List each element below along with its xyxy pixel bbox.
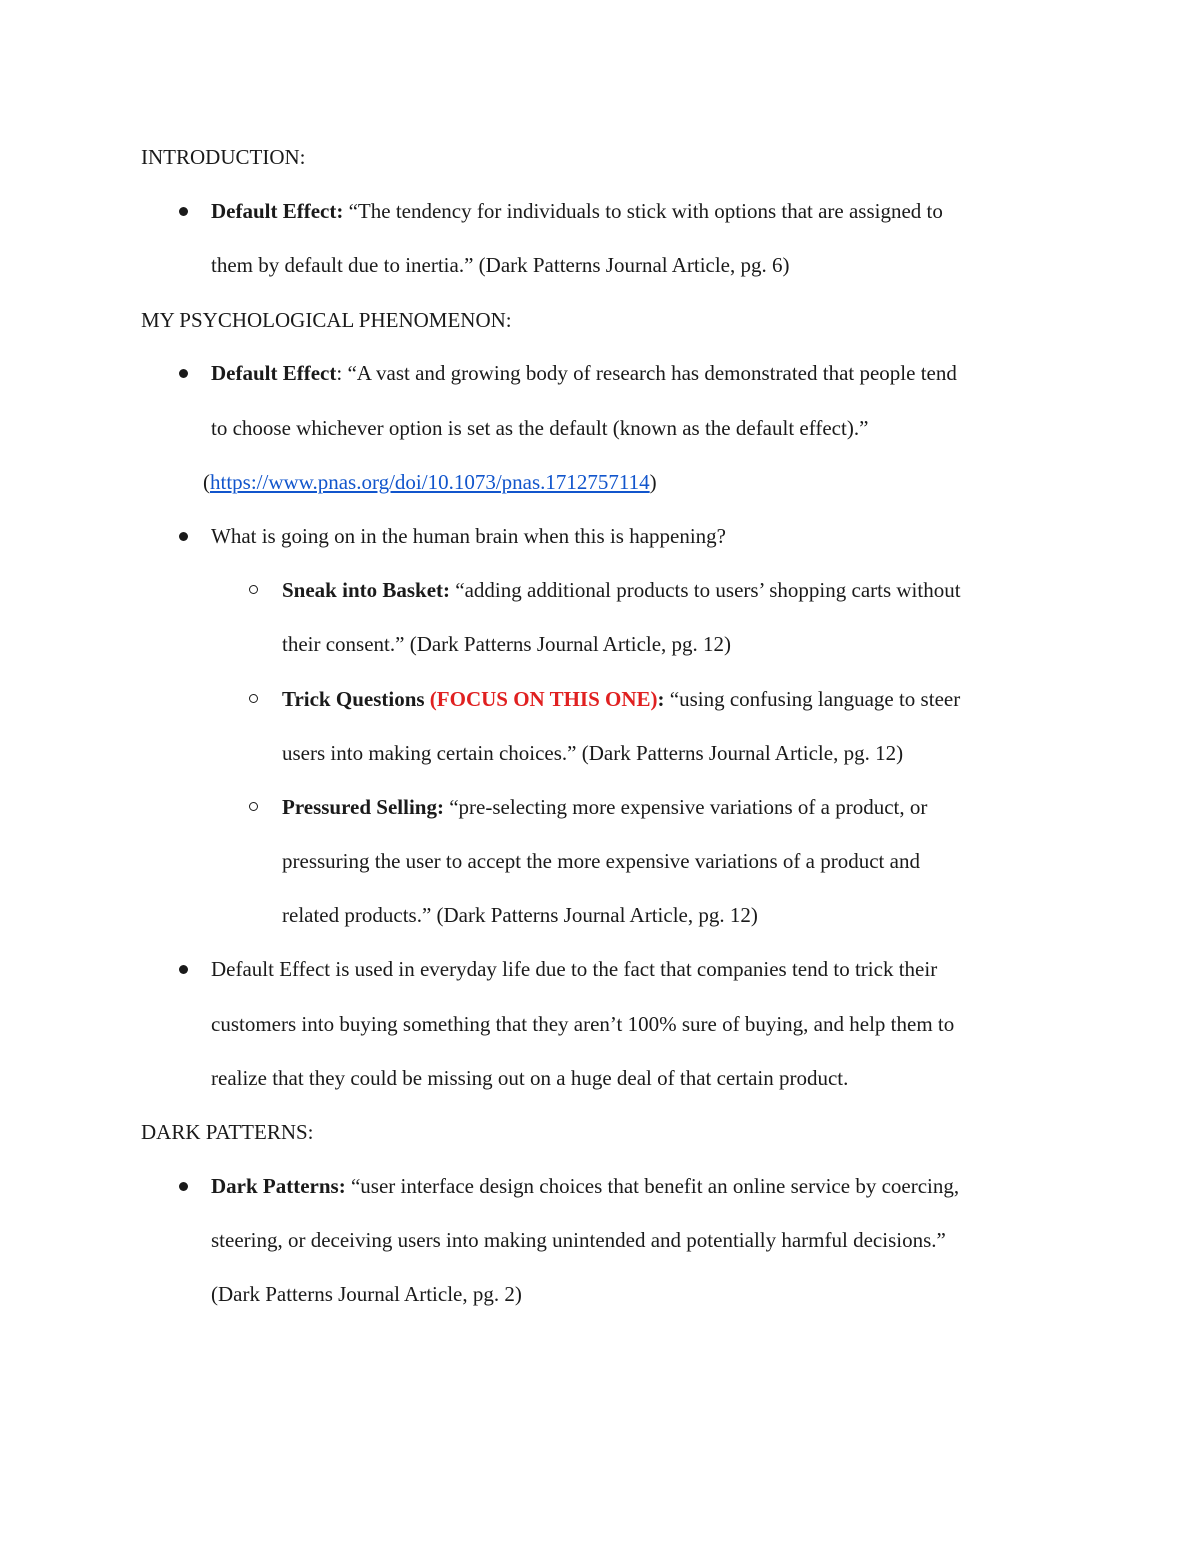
- sub-item-sneak-line-2: their consent.” (Dark Patterns Journal Article, pg. 12): [282, 632, 732, 656]
- paren-close: ): [649, 470, 657, 494]
- bullet-icon: [179, 532, 188, 541]
- dark-item-1-line-2: steering, or deceiving users into making unintended and potentially harmful decisions.”: [211, 1228, 946, 1252]
- focus-note: (FOCUS ON THIS ONE): [424, 687, 658, 711]
- sub-item-sneak-text: “adding additional products to users’ shopping carts without: [450, 578, 961, 602]
- sub-item-sneak-line-1: [282, 577, 961, 603]
- phenomenon-item-3-line-3: realize that they could be missing out on a huge deal of that certain product.: [211, 1066, 849, 1090]
- sub-item-pressured-text: “pre-selecting more expensive variations of a product, or: [443, 795, 928, 819]
- paren-open: (: [203, 470, 210, 494]
- sub-item-trick-text: “using confusing language to steer: [664, 687, 961, 711]
- phenomenon-item-3-line-1: Default Effect is used in everyday life due to the fact that companies tend to trick their: [211, 957, 938, 981]
- circle-bullet-icon: [249, 585, 258, 594]
- section-heading-introduction: INTRODUCTION:: [141, 145, 306, 169]
- phenomenon-item-1-line-1: [211, 360, 957, 386]
- term-sneak-into-basket: Sneak into Basket:: [282, 578, 451, 602]
- circle-bullet-icon: [249, 694, 258, 703]
- circle-bullet-icon: [249, 802, 258, 811]
- pnas-link[interactable]: https://www.pnas.org/doi/10.1073/pnas.1712757114: [210, 470, 650, 494]
- dark-item-1-line-3: (Dark Patterns Journal Article, pg. 2): [211, 1282, 522, 1306]
- dark-item-1-text: “user interface design choices that benefit an online service by coercing,: [345, 1174, 960, 1198]
- term-default-effect: Default Effect: [211, 361, 337, 385]
- bullet-icon: [179, 1182, 188, 1191]
- phenomenon-item-3-line-2: customers into buying something that they aren’t 100% sure of buying, and help them to: [211, 1012, 955, 1036]
- bullet-icon: [179, 965, 188, 974]
- sub-item-pressured-line-2: pressuring the user to accept the more expensive variations of a product and: [282, 849, 920, 873]
- sub-item-trick-line-1: [282, 686, 960, 712]
- bullet-icon: [179, 369, 188, 378]
- section-heading-dark-patterns: DARK PATTERNS:: [141, 1120, 314, 1144]
- phenomenon-item-2: What is going on in the human brain when this is happening?: [211, 524, 726, 548]
- bullet-icon: [179, 207, 188, 216]
- intro-item-1-line-2: them by default due to inertia.” (Dark Patterns Journal Article, pg. 6): [211, 253, 790, 277]
- phenomenon-item-1-citation: [203, 469, 657, 495]
- term-trick-questions: Trick Questions: [282, 687, 425, 711]
- dark-item-1-line-1: [211, 1173, 959, 1199]
- term-pressured-selling: Pressured Selling:: [282, 795, 444, 819]
- intro-item-1-text: “The tendency for individuals to stick with options that are assigned to: [343, 199, 943, 223]
- phenomenon-item-1-line-2: to choose whichever option is set as the default (known as the default effect).”: [211, 416, 869, 440]
- section-heading-phenomenon: MY PSYCHOLOGICAL PHENOMENON:: [141, 308, 512, 332]
- term-dark-patterns: Dark Patterns:: [211, 1174, 346, 1198]
- term-default-effect: Default Effect:: [211, 199, 344, 223]
- term-colon: :: [657, 687, 665, 711]
- sub-item-pressured-line-1: [282, 794, 927, 820]
- sub-item-trick-line-2: users into making certain choices.” (Dark Patterns Journal Article, pg. 12): [282, 741, 904, 765]
- intro-item-1-line-1: [211, 198, 943, 224]
- sub-item-pressured-line-3: related products.” (Dark Patterns Journal Article, pg. 12): [282, 903, 758, 927]
- phenomenon-item-1-text: : “A vast and growing body of research has demonstrated that people tend: [336, 361, 957, 385]
